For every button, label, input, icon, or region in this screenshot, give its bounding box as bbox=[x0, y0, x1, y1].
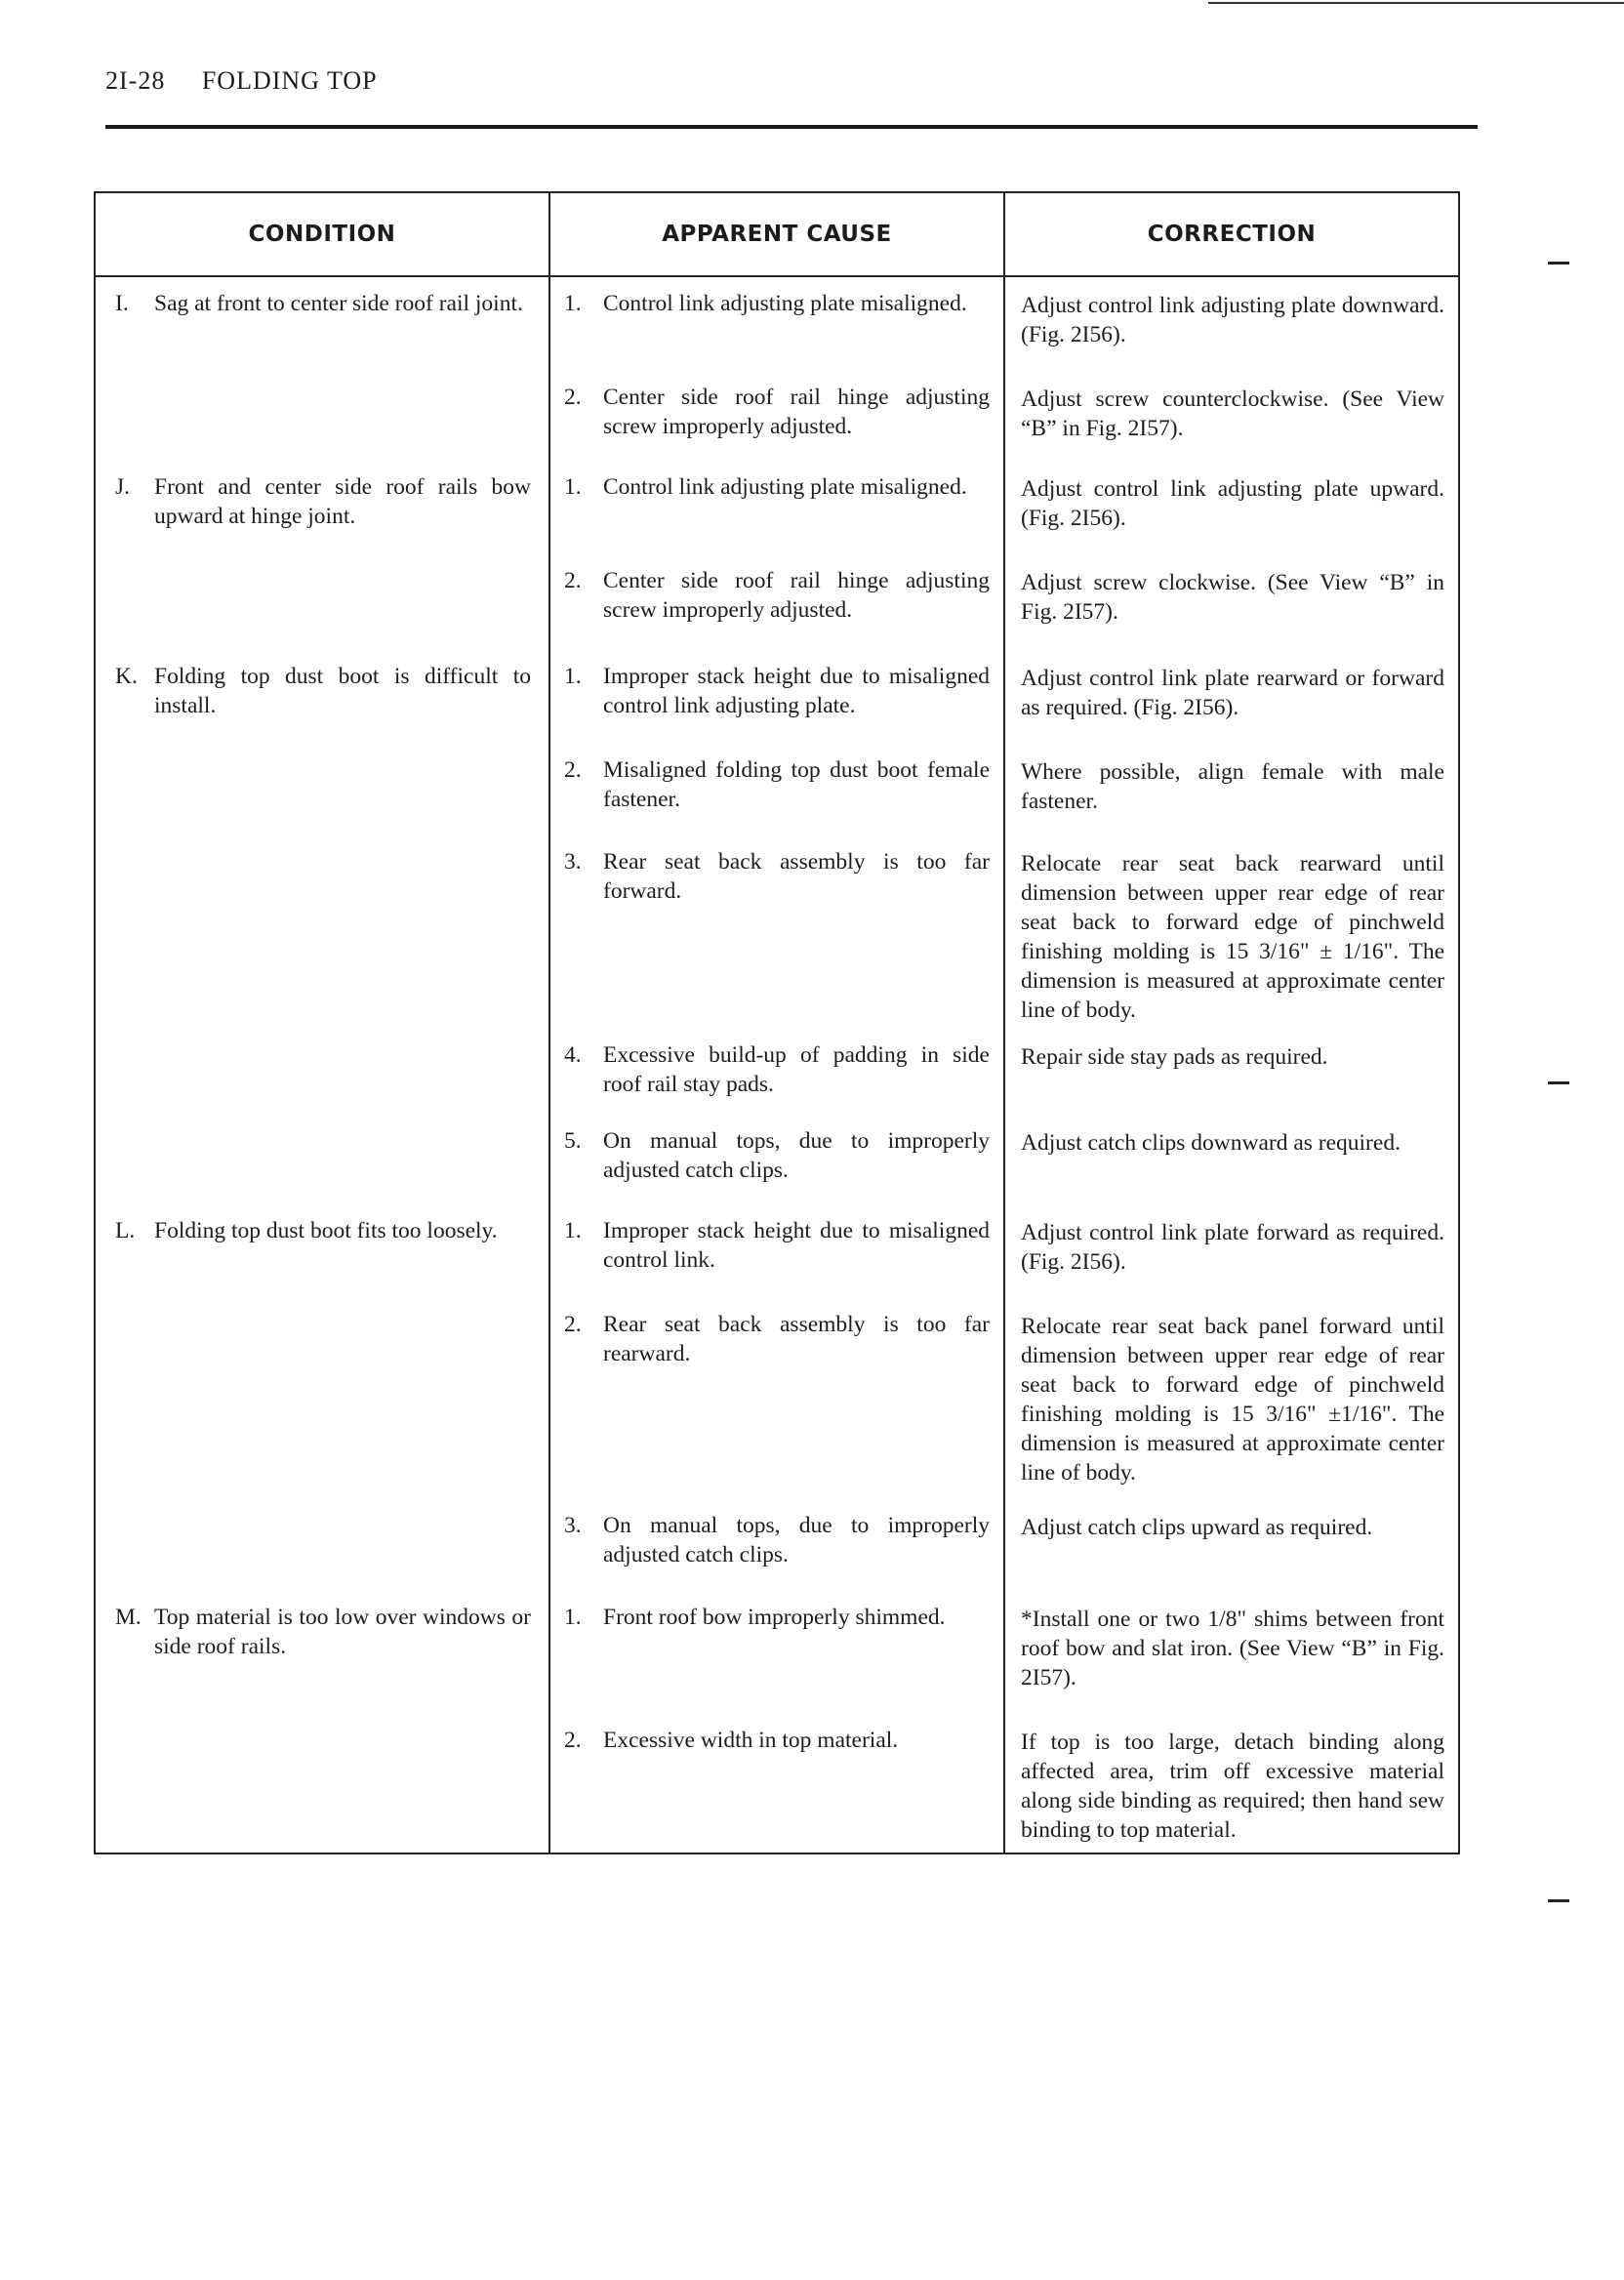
header-rule bbox=[105, 125, 1478, 129]
condition-cell bbox=[95, 1714, 549, 1853]
condition-cell bbox=[95, 1204, 549, 1298]
cause-cell-item bbox=[564, 383, 990, 441]
cause-cell-label: 2. bbox=[564, 1312, 582, 1337]
cause-cell-label: 1. bbox=[564, 1218, 582, 1243]
condition-cell-item bbox=[115, 289, 531, 318]
correction-cell-text: If top is too large, detach binding along affected area, trim off excessive material along side binding as required; then hand sew binding to top material. bbox=[1021, 1730, 1444, 1843]
cause-cell-item bbox=[564, 1126, 990, 1185]
correction-cell bbox=[1004, 1204, 1459, 1298]
condition-cell bbox=[95, 744, 549, 835]
cause-cell bbox=[549, 650, 1004, 744]
cause-cell-label: 2. bbox=[564, 568, 582, 593]
section-title: FOLDING TOP bbox=[201, 66, 378, 95]
condition-cell-text: Front and center side roof rails bow upward at hinge joint. bbox=[154, 474, 531, 529]
page-number: 2I-28 bbox=[105, 66, 166, 95]
cause-cell-label: 5. bbox=[564, 1128, 582, 1154]
table-row bbox=[95, 1591, 1459, 1714]
cause-cell-text: Excessive width in top material. bbox=[603, 1728, 899, 1753]
cause-cell bbox=[549, 1029, 1004, 1115]
cause-cell-text: On manual tops, due to improperly adjusted catch clips. bbox=[603, 1513, 990, 1568]
condition-cell bbox=[95, 276, 549, 371]
correction-cell-text: Adjust screw counterclockwise. (See View “B” in Fig. 2I57). bbox=[1021, 387, 1444, 441]
cause-cell-text: Front roof bow improperly shimmed. bbox=[603, 1605, 946, 1630]
corner-rule bbox=[1208, 2, 1624, 4]
margin-mark bbox=[1548, 1081, 1569, 1084]
condition-cell-text: Folding top dust boot is difficult to install. bbox=[154, 664, 531, 718]
correction-cell-text: Adjust control link plate forward as required. (Fig. 2I56). bbox=[1021, 1220, 1444, 1275]
cause-cell-label: 3. bbox=[564, 1513, 582, 1538]
cause-cell bbox=[549, 1591, 1004, 1714]
table-row bbox=[95, 650, 1459, 744]
margin-mark bbox=[1548, 1899, 1569, 1902]
condition-cell-item bbox=[115, 472, 531, 531]
table-row bbox=[95, 371, 1459, 461]
table-row bbox=[95, 1298, 1459, 1499]
cause-cell-label: 2. bbox=[564, 385, 582, 410]
cause-cell bbox=[549, 1298, 1004, 1499]
cause-cell bbox=[549, 1115, 1004, 1204]
condition-cell bbox=[95, 1499, 549, 1591]
table-row bbox=[95, 1714, 1459, 1853]
cause-cell bbox=[549, 835, 1004, 1029]
correction-cell bbox=[1004, 276, 1459, 371]
condition-cell-text: Top material is too low over windows or side roof rails. bbox=[154, 1605, 531, 1659]
cause-cell-item bbox=[564, 1603, 990, 1632]
cause-cell bbox=[549, 1204, 1004, 1298]
cause-cell-text: Improper stack height due to misaligned control link. bbox=[603, 1218, 990, 1273]
column-header-condition: CONDITION bbox=[95, 192, 549, 276]
correction-cell bbox=[1004, 461, 1459, 554]
page-header bbox=[105, 66, 378, 96]
table-row bbox=[95, 1499, 1459, 1591]
condition-cell-item bbox=[115, 1603, 531, 1661]
troubleshooting-table bbox=[94, 191, 1460, 1854]
table-row bbox=[95, 835, 1459, 1029]
cause-cell-item bbox=[564, 1310, 990, 1368]
correction-cell bbox=[1004, 650, 1459, 744]
table-row bbox=[95, 1029, 1459, 1115]
table-row bbox=[95, 276, 1459, 371]
cause-cell-label: 1. bbox=[564, 664, 582, 689]
correction-cell-text: Adjust catch clips downward as required. bbox=[1021, 1130, 1401, 1156]
condition-cell bbox=[95, 650, 549, 744]
cause-cell-label: 4. bbox=[564, 1042, 582, 1068]
cause-cell-text: Excessive build-up of padding in side roof rail stay pads. bbox=[603, 1042, 990, 1097]
correction-cell bbox=[1004, 744, 1459, 835]
cause-cell-text: Center side roof rail hinge adjusting screw improperly adjusted. bbox=[603, 385, 990, 439]
condition-cell-text: Folding top dust boot fits too loosely. bbox=[154, 1218, 498, 1243]
condition-cell-item bbox=[115, 662, 531, 720]
condition-cell-label: I. bbox=[115, 291, 129, 316]
correction-cell bbox=[1004, 1591, 1459, 1714]
table-row bbox=[95, 744, 1459, 835]
column-header-apparent-cause: APPARENT CAUSE bbox=[549, 192, 1004, 276]
correction-cell-text: Where possible, align female with male fastener. bbox=[1021, 759, 1444, 814]
cause-cell-text: Rear seat back assembly is too far forward. bbox=[603, 849, 990, 904]
cause-cell-text: Control link adjusting plate misaligned. bbox=[603, 291, 967, 316]
cause-cell bbox=[549, 744, 1004, 835]
cause-cell-text: Control link adjusting plate misaligned. bbox=[603, 474, 967, 500]
cause-cell-label: 3. bbox=[564, 849, 582, 875]
condition-cell bbox=[95, 835, 549, 1029]
correction-cell bbox=[1004, 1499, 1459, 1591]
correction-cell-text: Relocate rear seat back rearward until dimension between upper rear edge of rear seat back to forward edge of pinchweld finishing molding is 15 3/16" ± 1/16". The dimension is measured at approximate center line of body. bbox=[1021, 851, 1444, 1023]
cause-cell-item bbox=[564, 755, 990, 814]
cause-cell-text: On manual tops, due to improperly adjusted catch clips. bbox=[603, 1128, 990, 1183]
condition-cell-item bbox=[115, 1216, 531, 1245]
condition-cell bbox=[95, 371, 549, 461]
cause-cell-label: 2. bbox=[564, 757, 582, 783]
cause-cell-item bbox=[564, 1726, 990, 1755]
cause-cell-item bbox=[564, 1040, 990, 1099]
cause-cell-label: 2. bbox=[564, 1728, 582, 1753]
correction-cell-text: Adjust control link adjusting plate downward. (Fig. 2I56). bbox=[1021, 293, 1444, 347]
condition-cell-label: M. bbox=[115, 1605, 142, 1630]
cause-cell-text: Center side roof rail hinge adjusting screw improperly adjusted. bbox=[603, 568, 990, 623]
correction-cell-text: *Install one or two 1/8" shims between front roof bow and slat iron. (See View “B” in Fig. 2I57). bbox=[1021, 1607, 1444, 1690]
correction-cell bbox=[1004, 835, 1459, 1029]
table-body bbox=[95, 276, 1459, 1853]
correction-cell-text: Repair side stay pads as required. bbox=[1021, 1044, 1328, 1070]
cause-cell bbox=[549, 1714, 1004, 1853]
condition-cell-label: J. bbox=[115, 474, 131, 500]
condition-cell bbox=[95, 1298, 549, 1499]
condition-cell-label: L. bbox=[115, 1218, 136, 1243]
correction-cell bbox=[1004, 1029, 1459, 1115]
correction-cell-text: Adjust screw clockwise. (See View “B” in Fig. 2I57). bbox=[1021, 570, 1444, 625]
condition-cell-label: K. bbox=[115, 664, 138, 689]
cause-cell-text: Rear seat back assembly is too far rearward. bbox=[603, 1312, 990, 1366]
correction-cell bbox=[1004, 1298, 1459, 1499]
correction-cell-text: Adjust control link plate rearward or forward as required. (Fig. 2I56). bbox=[1021, 666, 1444, 720]
correction-cell bbox=[1004, 1714, 1459, 1853]
cause-cell bbox=[549, 461, 1004, 554]
cause-cell-label: 1. bbox=[564, 1605, 582, 1630]
cause-cell-label: 1. bbox=[564, 474, 582, 500]
condition-cell-text: Sag at front to center side roof rail joint. bbox=[154, 291, 523, 316]
condition-cell bbox=[95, 1115, 549, 1204]
cause-cell-item bbox=[564, 1216, 990, 1275]
cause-cell bbox=[549, 1499, 1004, 1591]
correction-cell-text: Relocate rear seat back panel forward until dimension between upper rear edge of rear seat back to forward edge of pinchweld finishing molding is 15 3/16" ±1/16". The dimension is measured at approximate center line of body. bbox=[1021, 1314, 1444, 1486]
cause-cell-item bbox=[564, 566, 990, 625]
table-header-row bbox=[95, 192, 1459, 276]
condition-cell bbox=[95, 1029, 549, 1115]
table-row bbox=[95, 1115, 1459, 1204]
cause-cell bbox=[549, 276, 1004, 371]
correction-cell bbox=[1004, 554, 1459, 650]
table-row bbox=[95, 1204, 1459, 1298]
cause-cell-text: Improper stack height due to misaligned control link adjusting plate. bbox=[603, 664, 990, 718]
cause-cell bbox=[549, 371, 1004, 461]
condition-cell bbox=[95, 461, 549, 554]
condition-cell bbox=[95, 554, 549, 650]
column-header-correction: CORRECTION bbox=[1004, 192, 1459, 276]
cause-cell-item bbox=[564, 289, 990, 318]
cause-cell-item bbox=[564, 662, 990, 720]
cause-cell bbox=[549, 554, 1004, 650]
correction-cell bbox=[1004, 1115, 1459, 1204]
condition-cell bbox=[95, 1591, 549, 1714]
cause-cell-item bbox=[564, 472, 990, 502]
cause-cell-item bbox=[564, 1511, 990, 1569]
cause-cell-item bbox=[564, 847, 990, 906]
cause-cell-label: 1. bbox=[564, 291, 582, 316]
correction-cell bbox=[1004, 371, 1459, 461]
cause-cell-text: Misaligned folding top dust boot female fastener. bbox=[603, 757, 990, 812]
correction-cell-text: Adjust catch clips upward as required. bbox=[1021, 1515, 1373, 1540]
margin-mark bbox=[1548, 262, 1569, 265]
table-row bbox=[95, 461, 1459, 554]
correction-cell-text: Adjust control link adjusting plate upward. (Fig. 2I56). bbox=[1021, 476, 1444, 531]
table-row bbox=[95, 554, 1459, 650]
